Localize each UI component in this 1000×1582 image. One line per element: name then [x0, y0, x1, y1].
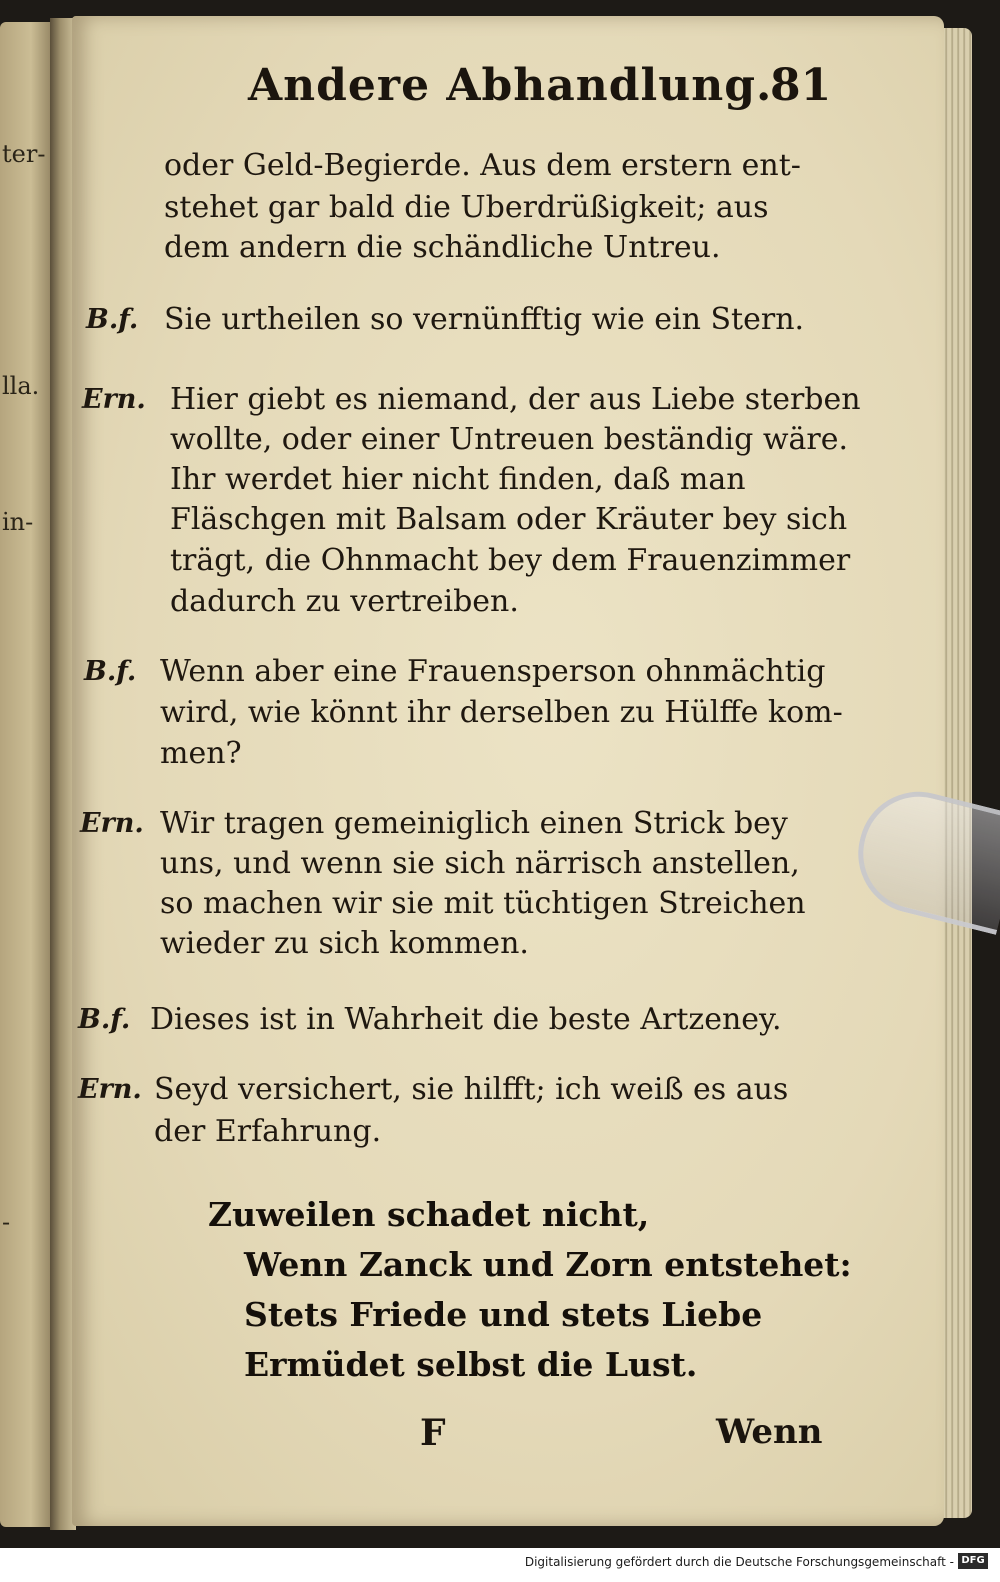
- speaker-label: Ern.: [78, 1074, 142, 1105]
- text-line: oder Geld-Begierde. Aus dem erstern ent-: [164, 148, 801, 183]
- text-line: Wenn aber eine Frauensperson ohnmächtig: [160, 654, 826, 689]
- text-line: Sie urtheilen so vernünfftig wie ein Stern.: [164, 302, 805, 337]
- speaker-label: Ern.: [80, 808, 144, 839]
- verse-line: Ermüdet selbst die Lust.: [244, 1345, 698, 1384]
- text-line: Dieses ist in Wahrheit die beste Artzeney.: [150, 1002, 782, 1037]
- text-line: dem andern die schändliche Untreu.: [164, 230, 721, 265]
- signature-mark: F: [420, 1412, 446, 1454]
- text-line: men?: [160, 736, 242, 771]
- text-line: Hier giebt es niemand, der aus Liebe sterben: [170, 382, 861, 417]
- text-line: so machen wir sie mit tüchtigen Streichen: [160, 886, 806, 921]
- left-page-fragment: lla.: [2, 372, 40, 400]
- text-line: wird, wie könnt ihr derselben zu Hülffe kom-: [160, 695, 843, 730]
- dfg-logo: DFG: [958, 1553, 988, 1569]
- left-page-edge: [0, 22, 56, 1527]
- left-page-fragment: in-: [2, 508, 34, 536]
- left-page-fragment: ter-: [2, 140, 46, 168]
- verse-line: Stets Friede und stets Liebe: [244, 1295, 763, 1334]
- text-line: dadurch zu vertreiben.: [170, 584, 519, 619]
- text-line: der Erfahrung.: [154, 1114, 382, 1149]
- text-line: Ihr werdet hier nicht finden, daß man: [170, 462, 746, 497]
- catchword: Wenn: [716, 1412, 823, 1452]
- text-line: uns, und wenn sie sich närrisch anstellen,: [160, 846, 800, 881]
- running-head: Andere Abhandlung.: [248, 60, 773, 111]
- page-number: 81: [770, 60, 832, 111]
- text-line: stehet gar bald die Uberdrüßigkeit; aus: [164, 190, 769, 225]
- text-line: wieder zu sich kommen.: [160, 926, 529, 961]
- text-line: Seyd versichert, sie hilfft; ich weiß es aus: [154, 1072, 789, 1107]
- digitization-credit: Digitalisierung gefördert durch die Deutsche Forschungsgemeinschaft -: [524, 1555, 954, 1569]
- speaker-label: B.f.: [86, 304, 139, 335]
- text-line: wollte, oder einer Untreuen beständig wäre.: [170, 422, 849, 457]
- text-line: Fläschgen mit Balsam oder Kräuter bey sich: [170, 502, 848, 537]
- speaker-label: Ern.: [82, 384, 146, 415]
- verse-line: Wenn Zanck und Zorn entstehet:: [244, 1245, 852, 1284]
- text-line: trägt, die Ohnmacht bey dem Frauenzimmer: [170, 543, 851, 578]
- verse-line: Zuweilen schadet nicht,: [208, 1195, 650, 1234]
- speaker-label: B.f.: [84, 656, 137, 687]
- text-line: Wir tragen gemeiniglich einen Strick bey: [160, 806, 788, 841]
- speaker-label: B.f.: [78, 1004, 131, 1035]
- left-page-fragment: -: [2, 1208, 11, 1236]
